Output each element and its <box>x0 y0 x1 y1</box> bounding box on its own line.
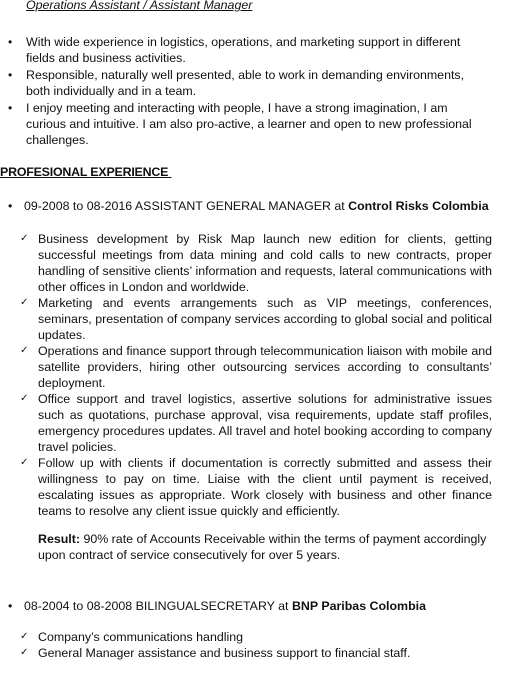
summary-text: I enjoy meeting and interacting with people, I have a strong imagination, I am curious and intuitive. I am also pro-active, a learner and open to new professional challenges. <box>26 101 472 147</box>
list-item <box>20 231 492 295</box>
checkmark-icon: ✓ <box>20 457 29 468</box>
list-item <box>20 629 492 645</box>
duty-text: Marketing and events arrangements such as VIP meetings, conferences, seminars, presentation of company services according to global social and political updates. <box>38 296 492 342</box>
bullet-icon: • <box>8 599 13 613</box>
summary-text: Responsible, naturally well presented, able to work in demanding environments, both individually and in a team. <box>26 68 465 98</box>
bullet-icon: • <box>8 199 13 213</box>
job-entry-2 <box>8 598 498 614</box>
summary-list <box>8 34 478 149</box>
duty-text: Company’s communications handling <box>38 630 244 644</box>
summary-text: With wide experience in logistics, operations, and marketing support in different fields and business activities. <box>26 35 461 65</box>
duties-list <box>20 629 492 661</box>
list-item <box>20 391 492 455</box>
bullet-icon: • <box>8 35 13 49</box>
role-title: Operations Assistant / Assistant Manager <box>26 0 253 12</box>
list-item <box>20 455 492 519</box>
section-heading: PROFESIONAL EXPERIENCE <box>0 165 172 179</box>
list-item <box>20 295 492 343</box>
checkmark-icon: ✓ <box>20 233 29 244</box>
employer-name: Control Risks Colombia <box>348 199 489 213</box>
duty-text: Office support and travel logistics, assertive solutions for administrative issues such as quotations, purchase approval, visa requirements, update staff profiles, emergency procedures updates. All travel and hotel booking according to company travel policies. <box>38 392 492 454</box>
duty-text: General Manager assistance and business support to financial staff. <box>38 646 411 660</box>
list-item <box>8 34 478 66</box>
bullet-icon: • <box>8 68 13 82</box>
list-item <box>20 645 492 661</box>
employer-name: BNP Paribas Colombia <box>291 599 426 613</box>
checkmark-icon: ✓ <box>20 647 29 658</box>
result-statement <box>38 531 490 563</box>
result-text: 90% rate of Accounts Receivable within the terms of payment accordingly upon contract of service consecutively for over 5 years. <box>38 532 487 562</box>
checkmark-icon: ✓ <box>20 345 29 356</box>
duties-list <box>20 231 492 519</box>
job-period-title: 09-2008 to 08-2016 ASSISTANT GENERAL MANAGER at <box>24 199 349 213</box>
checkmark-icon: ✓ <box>20 393 29 404</box>
checkmark-icon: ✓ <box>20 631 29 642</box>
bullet-icon: • <box>8 101 13 115</box>
duty-text: Operations and finance support through telecommunication liaison with mobile and satellite providers, hiring other outsourcing services according to consultants’ deployment. <box>38 344 492 390</box>
checkmark-icon: ✓ <box>20 297 29 308</box>
job-entry-1 <box>8 198 498 214</box>
list-item <box>20 343 492 391</box>
list-item <box>8 67 478 99</box>
result-label: Result: <box>38 532 80 546</box>
duty-text: Follow up with clients if documentation is correctly submitted and assess their willingness to pay on time. Liaise with the client until payment is received, escalating issues as appropriate. Work closely with business and other finance teams to resolve any client issue quickly and efficiently. <box>38 456 492 518</box>
list-item <box>8 100 478 148</box>
duty-text: Business development by Risk Map launch new edition for clients, getting successful meetings from data mining and cold calls to new contracts, proper handling of sensitive clients’ information and requests, lateral communications with other offices in London and worldwide. <box>38 232 492 294</box>
job-period-title: 08-2004 to 08-2008 BILINGUALSECRETARY at <box>24 599 292 613</box>
